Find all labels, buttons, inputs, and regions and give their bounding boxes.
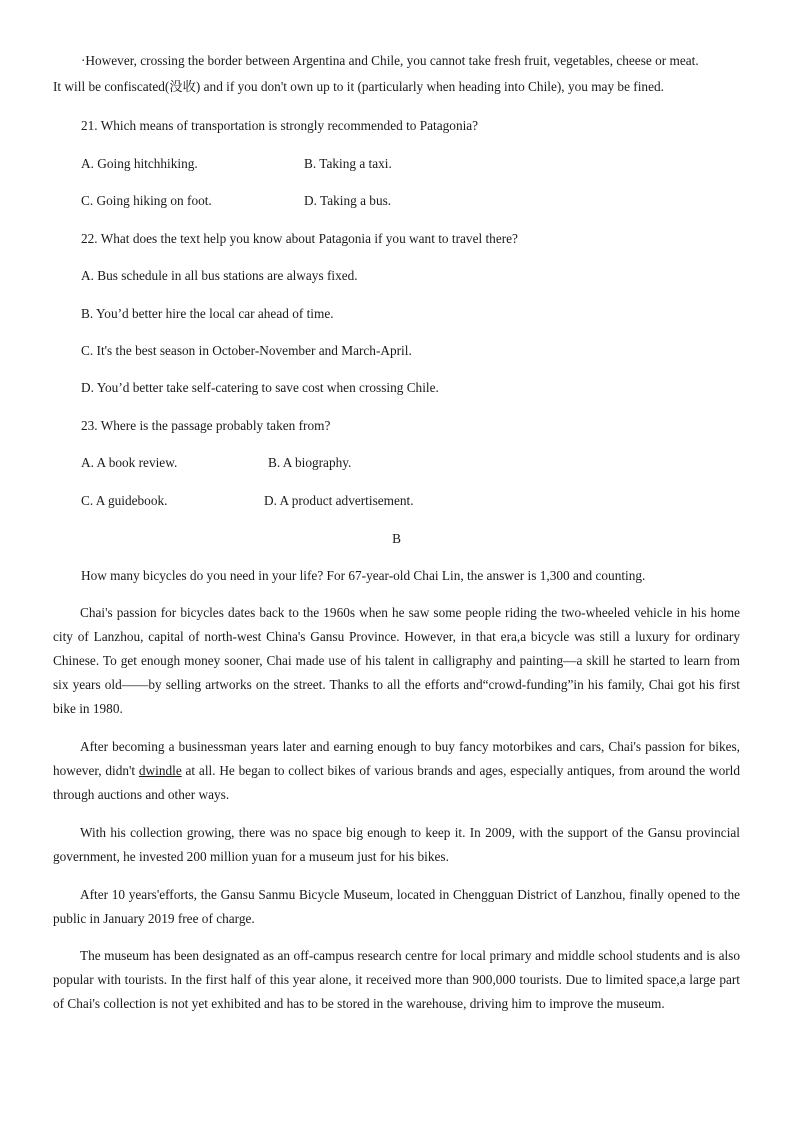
question-22-option-c: C. It's the best season in October-November and March-April. [81,343,412,358]
question-23-option-b: B. A biography. [268,455,352,470]
underlined-word: dwindle [138,763,182,778]
passage-b-paragraph-2: Chai's passion for bicycles dates back to the 1960s when he saw some people riding the two-wheeled vehicle in his home city of Lanzhou, capital of north-west China's Gansu Province. However, in that era,a bicycle was still a luxury for ordinary Chinese. To get enough money sooner, Chai made use of his talent in calligraphy and painting—a skill he started to learn from six years old——by selling artworks on the street. Thanks to all the efforts and“crowd-funding”in his family, Chai got his first bike in 1980. [53,605,740,716]
question-22-option-a: A. Bus schedule in all bus stations are always fixed. [81,268,358,283]
question-23-stem: 23. Where is the passage probably taken from? [81,418,331,433]
question-23-option-d: D. A product advertisement. [264,493,414,508]
passage-b-paragraph-3: After becoming a businessman years later and earning enough to buy fancy motorbikes and cars, Chai's passion for bikes, however, didn't dwindle at all. He began to collect bikes of various brands and ages, especially antiques, from around the world through auctions and other ways. [53,739,740,802]
passage-b-paragraph-5: After 10 years'efforts, the Gansu Sanmu Bicycle Museum, located in Chengguan District of Lanzhou, finally opened to the public in January 2019 free of charge. [53,887,740,926]
question-22-stem: 22. What does the text help you know about Patagonia if you want to travel there? [81,231,518,246]
passage-b-paragraph-4: With his collection growing, there was no space big enough to keep it. In 2009, with the support of the Gansu provincial government, he invested 200 million yuan for a museum just for his bikes. [53,825,740,864]
question-22-option-b: B. You’d better hire the local car ahead of time. [81,306,334,321]
section-label: B [392,531,401,546]
question-21-option-c: C. Going hiking on foot. [81,193,212,208]
question-21-option-a: A. Going hitchhiking. [81,156,198,171]
question-21-option-d: D. Taking a bus. [304,193,392,208]
intro-line-2: It will be confiscated(没收) and if you don't own up to it (particularly when heading into Chile), you may be fined. [53,79,664,94]
question-23-option-a: A. A book review. [81,455,178,470]
question-21-stem: 21. Which means of transportation is strongly recommended to Patagonia? [81,118,479,133]
passage-b-paragraph-6: The museum has been designated as an off-campus research centre for local primary and middle school students and is also popular with tourists. In the first half of this year alone, it received more than 900,000 tourists. Due to limited space,a large part of Chai's collection is not yet exhibited and has to be stored in the warehouse, driving him to improve the museum. [53,948,740,1011]
question-21-option-b: B. Taking a taxi. [304,156,392,171]
passage-b-paragraph-1: How many bicycles do you need in your life? For 67-year-old Chai Lin, the answer is 1,300 and counting. [81,568,646,583]
intro-line-1: ·However, crossing the border between Argentina and Chile, you cannot take fresh fruit, vegetables, cheese or meat. [81,53,699,68]
question-22-option-d: D. You’d better take self-catering to save cost when crossing Chile. [81,380,439,395]
question-23-option-c: C. A guidebook. [81,493,168,508]
